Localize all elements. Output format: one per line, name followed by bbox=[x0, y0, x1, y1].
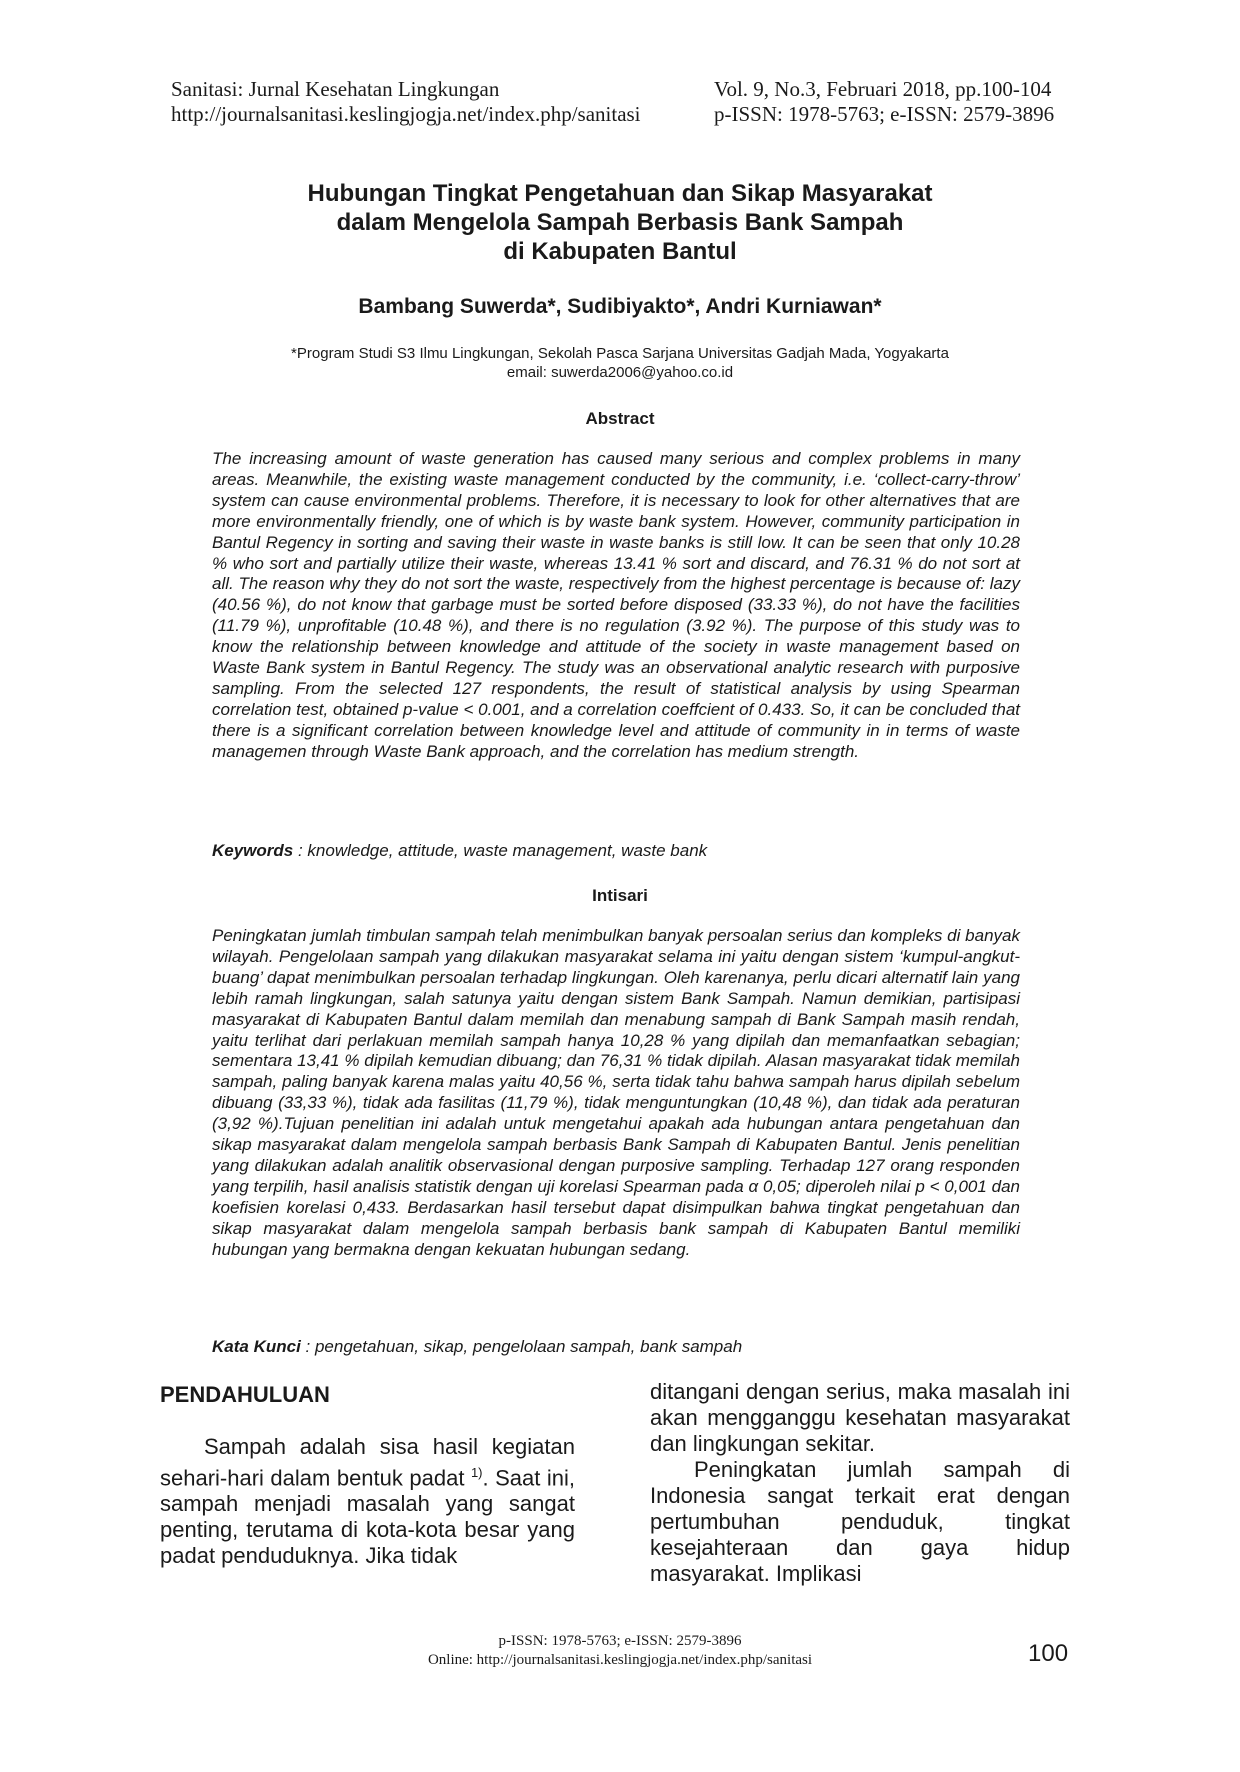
footer-issn: p-ISSN: 1978-5763; e-ISSN: 2579-3896 bbox=[498, 1633, 742, 1649]
abstract-heading: Abstract bbox=[585, 409, 655, 428]
issn-info: p-ISSN: 1978-5763; e-ISSN: 2579-3896 bbox=[714, 102, 1055, 126]
email: email: suwerda2006@yahoo.co.id bbox=[506, 364, 734, 381]
keywords-list: : knowledge, attitude, waste management, waste bank bbox=[293, 841, 708, 860]
affiliation: *Program Studi S3 Ilmu Lingkungan, Sekolah Pasca Sarjana Universitas Gadjah Mada, Yogyakarta bbox=[291, 345, 949, 362]
intro-paragraph-right-1: ditangani dengan serius, maka masalah ini akan mengganggu kesehatan masyarakat dan lingkungan sekitar. bbox=[650, 1379, 1070, 1456]
footer bbox=[350, 1632, 890, 1670]
section-heading-pendahuluan: PENDAHULUAN bbox=[160, 1382, 330, 1407]
kata-kunci-label: Kata Kunci bbox=[212, 1337, 301, 1356]
volume-info: Vol. 9, No.3, Februari 2018, pp.100-104 bbox=[714, 77, 1052, 101]
running-header-left bbox=[171, 77, 641, 127]
intisari-text: Peningkatan jumlah timbulan sampah telah menimbulkan banyak persoalan serius dan kompleks di banyak wilayah. Pengelolaan sampah yang dilakukan masyarakat selama ini yaitu dengan sistem ‘kumpul-angkut-buang’ dapat menimbulkan persoalan terhadap lingkungan. Oleh karenanya, perlu dicari alternatif lain yang lebih ramah lingkungan, salah satunya yaitu dengan sistem Bank Sampah. Namun demikian, partisipasi masyarakat di Kabupaten Bantul dalam memilah dan menabung sampah di Bank Sampah masih rendah, yaitu terlihat dari perlakuan memilah sampah hanya 10,28 % yang dipilah dan memanfaatkan sebagian; sementara 13,41 % dipilah kemudian dibuang; dan 76,31 % tidak dipilah. Alasan masyarakat tidak memilah sampah, paling banyak karena malas yaitu 40,56 %, serta tidak tahu bahwa sampah harus dipilah sebelum dibuang (33,33 %), tidak ada fasilitas (11,79 %), tidak menguntungkan (10,48 %), dan tidak ada peraturan (3,92 %).Tujuan penelitian ini adalah untuk mengetahui apakah ada hubungan antara pengetahuan dan sikap masyarakat dalam mengelola sampah berbasis Bank Sampah di Kabupaten Bantul. Jenis penelitian yang dilakukan adalah analitik observasional dengan purposive sampling. Terhadap 127 orang responden yang terpilih, hasil analisis statistik dengan uji korelasi Spearman pada α 0,05; diperoleh nilai p < 0,001 dan koefisien korelasi 0,433. Berdasarkan hasil tersebut dapat disimpulkan bahwa tingkat pengetahuan dan sikap masyarakat dalam mengelola sampah berbasis bank sampah di Kabupaten Bantul memiliki hubungan yang bermakna dengan kekuatan hubungan sedang. bbox=[212, 926, 1020, 1259]
intro-paragraph-left bbox=[160, 1434, 575, 1569]
intro-text-continued: . Saat ini, sampah menjadi masalah yang sangat penting, terutama di kota-kota besar yang padat penduduknya. Jika tidak bbox=[160, 1465, 575, 1569]
intro-paragraph-right-2: Peningkatan jumlah sampah di Indonesia sangat terkait erat dengan pertumbuhan penduduk, tingkat kesejahteraan dan gaya hidup masyarakat. Implikasi bbox=[650, 1457, 1070, 1586]
keywords-label: Keywords bbox=[212, 841, 294, 860]
page-number: 100 bbox=[1028, 1640, 1069, 1667]
kata-kunci-list: : pengetahuan, sikap, pengelolaan sampah, bank sampah bbox=[300, 1337, 743, 1356]
intisari-keywords bbox=[212, 1336, 1020, 1357]
running-header-right bbox=[714, 77, 1054, 127]
journal-url: http://journalsanitasi.keslingjogja.net/index.php/sanitasi bbox=[171, 102, 641, 126]
title-line: di Kabupaten Bantul bbox=[503, 238, 737, 265]
intro-text: Sampah adalah sisa hasil kegiatan sehari-hari dalam bentuk padat bbox=[160, 1434, 575, 1491]
journal-name: Sanitasi: Jurnal Kesehatan Lingkungan bbox=[171, 77, 500, 101]
title-line: dalam Mengelola Sampah Berbasis Bank Sampah bbox=[336, 209, 904, 236]
affiliation-block bbox=[150, 344, 1090, 382]
citation-superscript: 1) bbox=[470, 1465, 483, 1480]
title-line: Hubungan Tingkat Pengetahuan dan Sikap Masyarakat bbox=[307, 180, 933, 207]
abstract-text: The increasing amount of waste generation has caused many serious and complex problems in many areas. Meanwhile, the existing waste management conducted by the community, i.e. ‘collect-carry-throw’ system can cause environmental problems. Therefore, it is necessary to look for other alternatives that are more environmentally friendly, one of which is by waste bank system. However, community participation in Bantul Regency in sorting and saving their waste in waste banks is still low. It can be seen that only 10.28 % who sort and partially utilize their waste, whereas 13.41 % sort and discard, and 76.31 % do not sort at all. The reason why they do not sort the waste, respectively from the highest percentage is because of: lazy (40.56 %), do not know that garbage must be sorted before disposed (33.33 %), do not have the facilities (11.79 %), unprofitable (10.48 %), and there is no regulation (3.92 %). The purpose of this study was to know the relationship between knowledge and attitude of the society in waste management based on Waste Bank system in Bantul Regency. The study was an observational analytic research with purposive sampling. From the selected 127 respondents, the result of statistical analysis by using Spearman correlation test, obtained p-value < 0.001, and a correlation coeffcient of 0.433. So, it can be concluded that there is a significant correlation between knowledge level and attitude of community in in terms of waste managemen through Waste Bank approach, and the correlation has medium strength. bbox=[212, 449, 1020, 761]
footer-online-url: Online: http://journalsanitasi.keslingjogja.net/index.php/sanitasi bbox=[427, 1652, 813, 1668]
intisari-heading: Intisari bbox=[592, 886, 648, 905]
abstract-keywords bbox=[212, 840, 1020, 861]
authors: Bambang Suwerda*, Sudibiyakto*, Andri Kurniawan* bbox=[358, 295, 882, 318]
paper-title bbox=[150, 179, 1090, 266]
